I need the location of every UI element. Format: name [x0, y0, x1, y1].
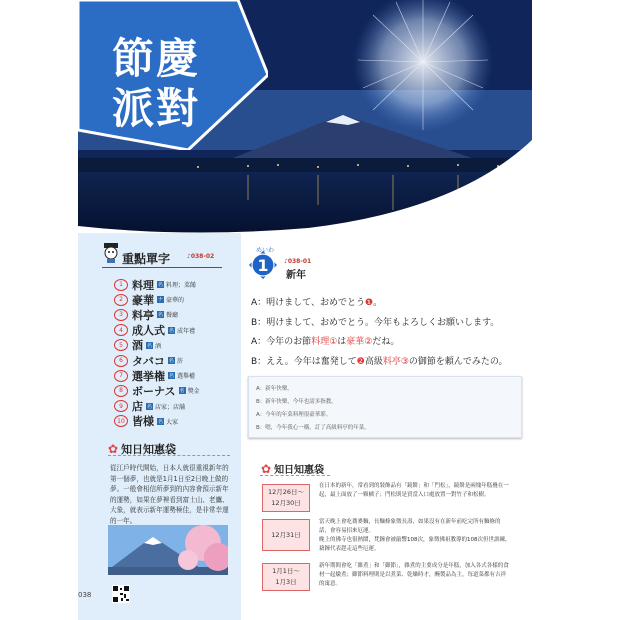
- lesson-number-badge: [248, 250, 278, 280]
- vocab-word: 料理: [132, 278, 154, 292]
- page-number: 038: [78, 591, 92, 599]
- fuji-sakura-graphic: [108, 525, 228, 575]
- vocab-item: [114, 353, 239, 368]
- highlighted-word: ③: [400, 356, 409, 367]
- divider: [260, 475, 330, 476]
- lesson-ruby: [250, 244, 280, 254]
- vocab-meaning: 選舉權: [177, 373, 196, 381]
- vocab-word: 酒: [132, 339, 143, 353]
- date-label: 12月26日～ 12月30日: [267, 488, 305, 507]
- vocab-meaning: 菸: [176, 358, 183, 366]
- mascot-icon: [102, 241, 120, 263]
- fireworks-photo: [78, 0, 532, 233]
- part-of-speech-badge: 名: [157, 312, 163, 319]
- dialogue-line: [251, 354, 531, 374]
- vocab-audio-code[interactable]: ♪038-02: [187, 253, 215, 260]
- speaker-label: A：: [251, 337, 267, 347]
- dialogue-text: 。: [373, 298, 383, 308]
- vocab-meaning: 豪華的: [166, 297, 185, 305]
- vocab-number: 3: [114, 309, 128, 321]
- date-description: 當天晚上會吃蕎麥麵，長麵條象徵長壽，如果沒有在新年前吃完所有麵條的話，會容易招來厄運。 晚上的佛寺也很熱鬧，梵鐘會被敲響108次，象徵佛祖教導的108次但世訓練，藉鐘代表趕走這些厄運。: [319, 519, 511, 552]
- qr-code-icon[interactable]: [112, 585, 130, 603]
- vocab-number: 6: [114, 355, 128, 367]
- vocab-item: [114, 338, 239, 353]
- divider: [108, 455, 230, 456]
- vocab-item: [114, 368, 239, 383]
- dialogue-text: 明けまして、おめでとう: [266, 298, 365, 308]
- vocab-number: 8: [114, 385, 128, 397]
- dialogue-text: ええ。今年は奮発して: [266, 356, 357, 367]
- vocab-heading: 重點單字: [122, 252, 171, 266]
- vocab-word: 豪華: [132, 293, 154, 307]
- vocab-item: [114, 277, 239, 292]
- dialogue-text: 高級: [364, 356, 383, 367]
- highlighted-word: 豪華: [346, 337, 365, 347]
- vocab-word: 成人式: [132, 324, 165, 338]
- dialogue-line: [251, 334, 531, 354]
- translation-line: B：嗯，今年我心一橫，訂了高級料亭的年菜。: [256, 425, 370, 431]
- dialogue: [251, 295, 531, 373]
- highlighted-word: 料理: [311, 337, 330, 347]
- part-of-speech-badge: 名: [168, 373, 174, 380]
- vocab-word: 料亭: [132, 308, 154, 322]
- dialogue-text: 明けまして、おめでとう。今年もよろしくお願いします。: [266, 317, 500, 328]
- dialogue-line: [251, 315, 531, 335]
- speaker-label: B：: [251, 317, 267, 328]
- tip-left-body: 從江戶時代開始，日本人就很重視新年的第一個夢，也就是1月1日至2日晚上做的夢。一般會相信所夢到的內容會預示新年的運勢，如果在夢裡看到富士山、老鷹、大象，就表示新年運勢極佳，是非常幸運的一年。: [110, 464, 229, 525]
- part-of-speech-badge: 名: [157, 418, 163, 425]
- vocab-item: [114, 414, 239, 429]
- page: [78, 0, 532, 620]
- part-of-speech-badge: 名: [168, 327, 174, 334]
- dialogue-text: だね。: [372, 337, 400, 347]
- tip-right-header: [261, 461, 324, 476]
- vocab-meaning: 獎金: [187, 388, 200, 396]
- vocab-meaning: 成年禮: [177, 327, 196, 335]
- part-of-speech-badge: 名: [179, 388, 185, 395]
- vocab-number: 5: [114, 339, 128, 351]
- vocab-meaning: 餐廳: [166, 312, 179, 320]
- translation-line: A：新年快樂。: [256, 386, 293, 392]
- vocab-word: タバコ: [132, 354, 165, 368]
- part-of-speech-badge: 名: [157, 282, 163, 289]
- vocab-item: [114, 399, 239, 414]
- fuji-sakura-photo: [108, 525, 228, 575]
- lesson-ruby-text: めいわ: [255, 247, 275, 254]
- tip-right-heading: 知日知惠袋: [274, 465, 325, 476]
- lesson-title: 新年: [286, 270, 306, 281]
- vocab-number: 7: [114, 370, 128, 382]
- left-column: [78, 233, 241, 620]
- vocab-meaning: 大家: [166, 418, 179, 426]
- vocab-item: [114, 307, 239, 322]
- speaker-label: B：: [251, 356, 267, 367]
- lesson-number: 1: [257, 256, 269, 275]
- date-label: 1月1日～ 1月3日: [272, 567, 300, 586]
- highlighted-word: ❶: [365, 298, 374, 308]
- vocab-meaning: 酒: [155, 342, 162, 350]
- dialogue-text: は: [337, 337, 347, 347]
- date-description: 在日本的新年，常看到的裝飾品有「鏡餅」和「門松」，鏡餅是兩塊年糕疊在一起，最上面放了一顆橘子；門松則是買當入口處放置一對竹子和松樹。: [319, 483, 509, 498]
- vocab-number: 10: [114, 415, 128, 427]
- part-of-speech-badge: 名: [146, 342, 152, 349]
- vocab-list: [114, 277, 239, 429]
- vocab-item: [114, 323, 239, 338]
- dialogue-line: [251, 295, 531, 315]
- date-description: 新年期間會吃「雜煮」和「御節」，雜煮的主要成分是年糕，加入各式各樣的食材一起燉煮；御節料理則是以煮菜、乾燥時才，醃製品為主，每道菜都有吉祥的寓意。: [319, 563, 509, 587]
- vocab-number: 9: [114, 400, 128, 412]
- dialogue-text: 今年のお節: [266, 337, 312, 347]
- dialogue-text: の御節を頼んでみたの。: [408, 356, 508, 367]
- vocab-word: ボーナス: [132, 384, 176, 398]
- part-of-speech-badge: ナ: [157, 297, 163, 304]
- dialogue-audio-code[interactable]: ♪038-01: [284, 258, 312, 265]
- vocab-meaning: 店家；店舖: [155, 403, 186, 411]
- vocab-header: [102, 247, 222, 268]
- highlighted-word: ❷: [356, 356, 365, 367]
- speaker-label: A：: [251, 298, 267, 308]
- date-box: [262, 519, 310, 551]
- date-box: [262, 563, 310, 591]
- vocab-number: 1: [114, 279, 128, 291]
- highlighted-word: ②: [364, 337, 373, 347]
- part-of-speech-badge: 名: [146, 403, 152, 410]
- vocab-word: 店: [132, 400, 143, 414]
- translation-line: B：新年快樂，今年也請多指教。: [256, 399, 337, 405]
- translation-box: [248, 376, 522, 438]
- flower-icon: ✿: [261, 461, 272, 476]
- highlighted-word: ①: [329, 337, 338, 347]
- page-title: 節慶派對: [112, 34, 201, 133]
- vocab-item: [114, 383, 239, 398]
- vocab-meaning: 料理；菜餚: [166, 282, 197, 290]
- vocab-word: 皆様: [132, 415, 154, 429]
- translation-line: A：今年的年菜料理很豪華耶。: [256, 412, 332, 418]
- date-box: [262, 484, 310, 512]
- date-label: 12月31日: [271, 530, 301, 539]
- vocab-number: 2: [114, 294, 128, 306]
- vocab-item: [114, 292, 239, 307]
- vocab-word: 選挙権: [132, 369, 165, 383]
- tip-left-heading: 知日知惠袋: [121, 443, 177, 456]
- part-of-speech-badge: 名: [168, 358, 174, 365]
- vocab-number: 4: [114, 324, 128, 336]
- highlighted-word: 料亭: [382, 356, 401, 367]
- flower-icon: ✿: [108, 442, 119, 456]
